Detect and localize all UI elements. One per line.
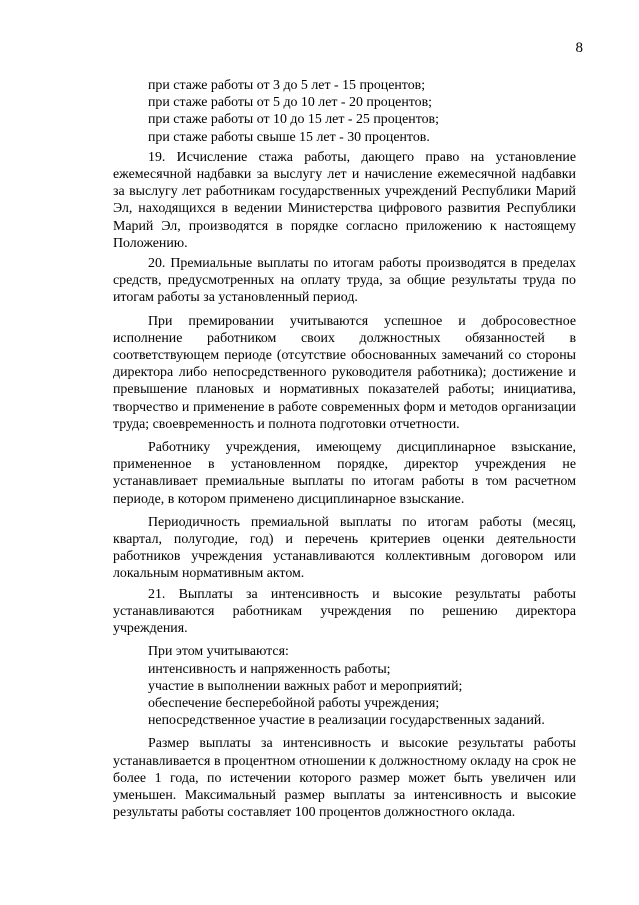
paragraph-stazh-10-15: при стаже работы от 10 до 15 лет - 25 процентов; [148, 112, 439, 128]
list-item-neposredstvennoe: непосредственное участие в реализации государственных заданий. [148, 713, 545, 729]
list-item-uchastie: участие в выполнении важных работ и мероприятий; [148, 678, 463, 694]
paragraph-premirovanie: При премировании учитываются успешное и добросовестное исполнение работником своих должностных обязанностей в соответствующем периоде (отсутствие обоснованных замечаний со стороны директора либо непосредственного руководителя работника); достижение и превышение плановых и нормативных показателей работы; инициатива, творчество и применение в работе современных форм и методов организации труда; своевременность и полнота подготовки отчетности. [113, 313, 576, 432]
paragraph-21: 21. Выплаты за интенсивность и высокие результаты работы устанавливаются работникам учреждения по решению директора учреждения. [113, 586, 576, 637]
paragraph-stazh-5-10: при стаже работы от 5 до 10 лет - 20 процентов; [148, 95, 433, 111]
page-number: 8 [575, 40, 583, 56]
paragraph-stazh-3-5: при стаже работы от 3 до 5 лет - 15 процентов; [148, 78, 426, 93]
list-item-obespechenie: обеспечение бесперебойной работы учреждения; [148, 695, 440, 711]
paragraph-uchityvayutsya: При этом учитываются: [148, 644, 289, 660]
paragraph-disciplinary: Работнику учреждения, имеющему дисциплинарное взыскание, примененное в установленном порядке, директор учреждения не устанавливает премиальные выплаты по итогам работы в том расчетном периоде, в котором применено дисциплинарное взыскание. [113, 440, 576, 507]
paragraph-20: 20. Премиальные выплаты по итогам работы производятся в пределах средств, предусмотренных на оплату труда, за общие результаты труда по итогам работы за установленный период. [113, 256, 576, 306]
paragraph-19: 19. Исчисление стажа работы, дающего право на установление ежемесячной надбавки за выслугу лет и начисление ежемесячной надбавки за выслугу лет работникам государственных учреждений Республики Марий Эл, находящихся в ведении Министерства цифрового развития Республики Марий Эл, производятся в порядке согласно приложению к настоящему Положению. [113, 149, 576, 251]
paragraph-periodichnost: Периодичность премиальной выплаты по итогам работы (месяц, квартал, полугодие, год) и перечень критериев оценки деятельности работников учреждения устанавливаются коллективным договором или локальным нормативным актом. [113, 514, 576, 582]
list-item-intensivnost: интенсивность и напряженность работы; [148, 661, 391, 677]
paragraph-stazh-over-15: при стаже работы свыше 15 лет - 30 процентов. [148, 129, 430, 145]
document-body [113, 77, 576, 821]
paragraph-razmer-vyplaty: Размер выплаты за интенсивность и высокие результаты работы устанавливается в процентном отношении к должностному окладу на срок не более 1 года, по истечении которого размер может быть увеличен или уменьшен. Максимальный размер выплаты за интенсивность и высокие результаты работы составляет 100 процентов должностного оклада. [113, 736, 576, 821]
